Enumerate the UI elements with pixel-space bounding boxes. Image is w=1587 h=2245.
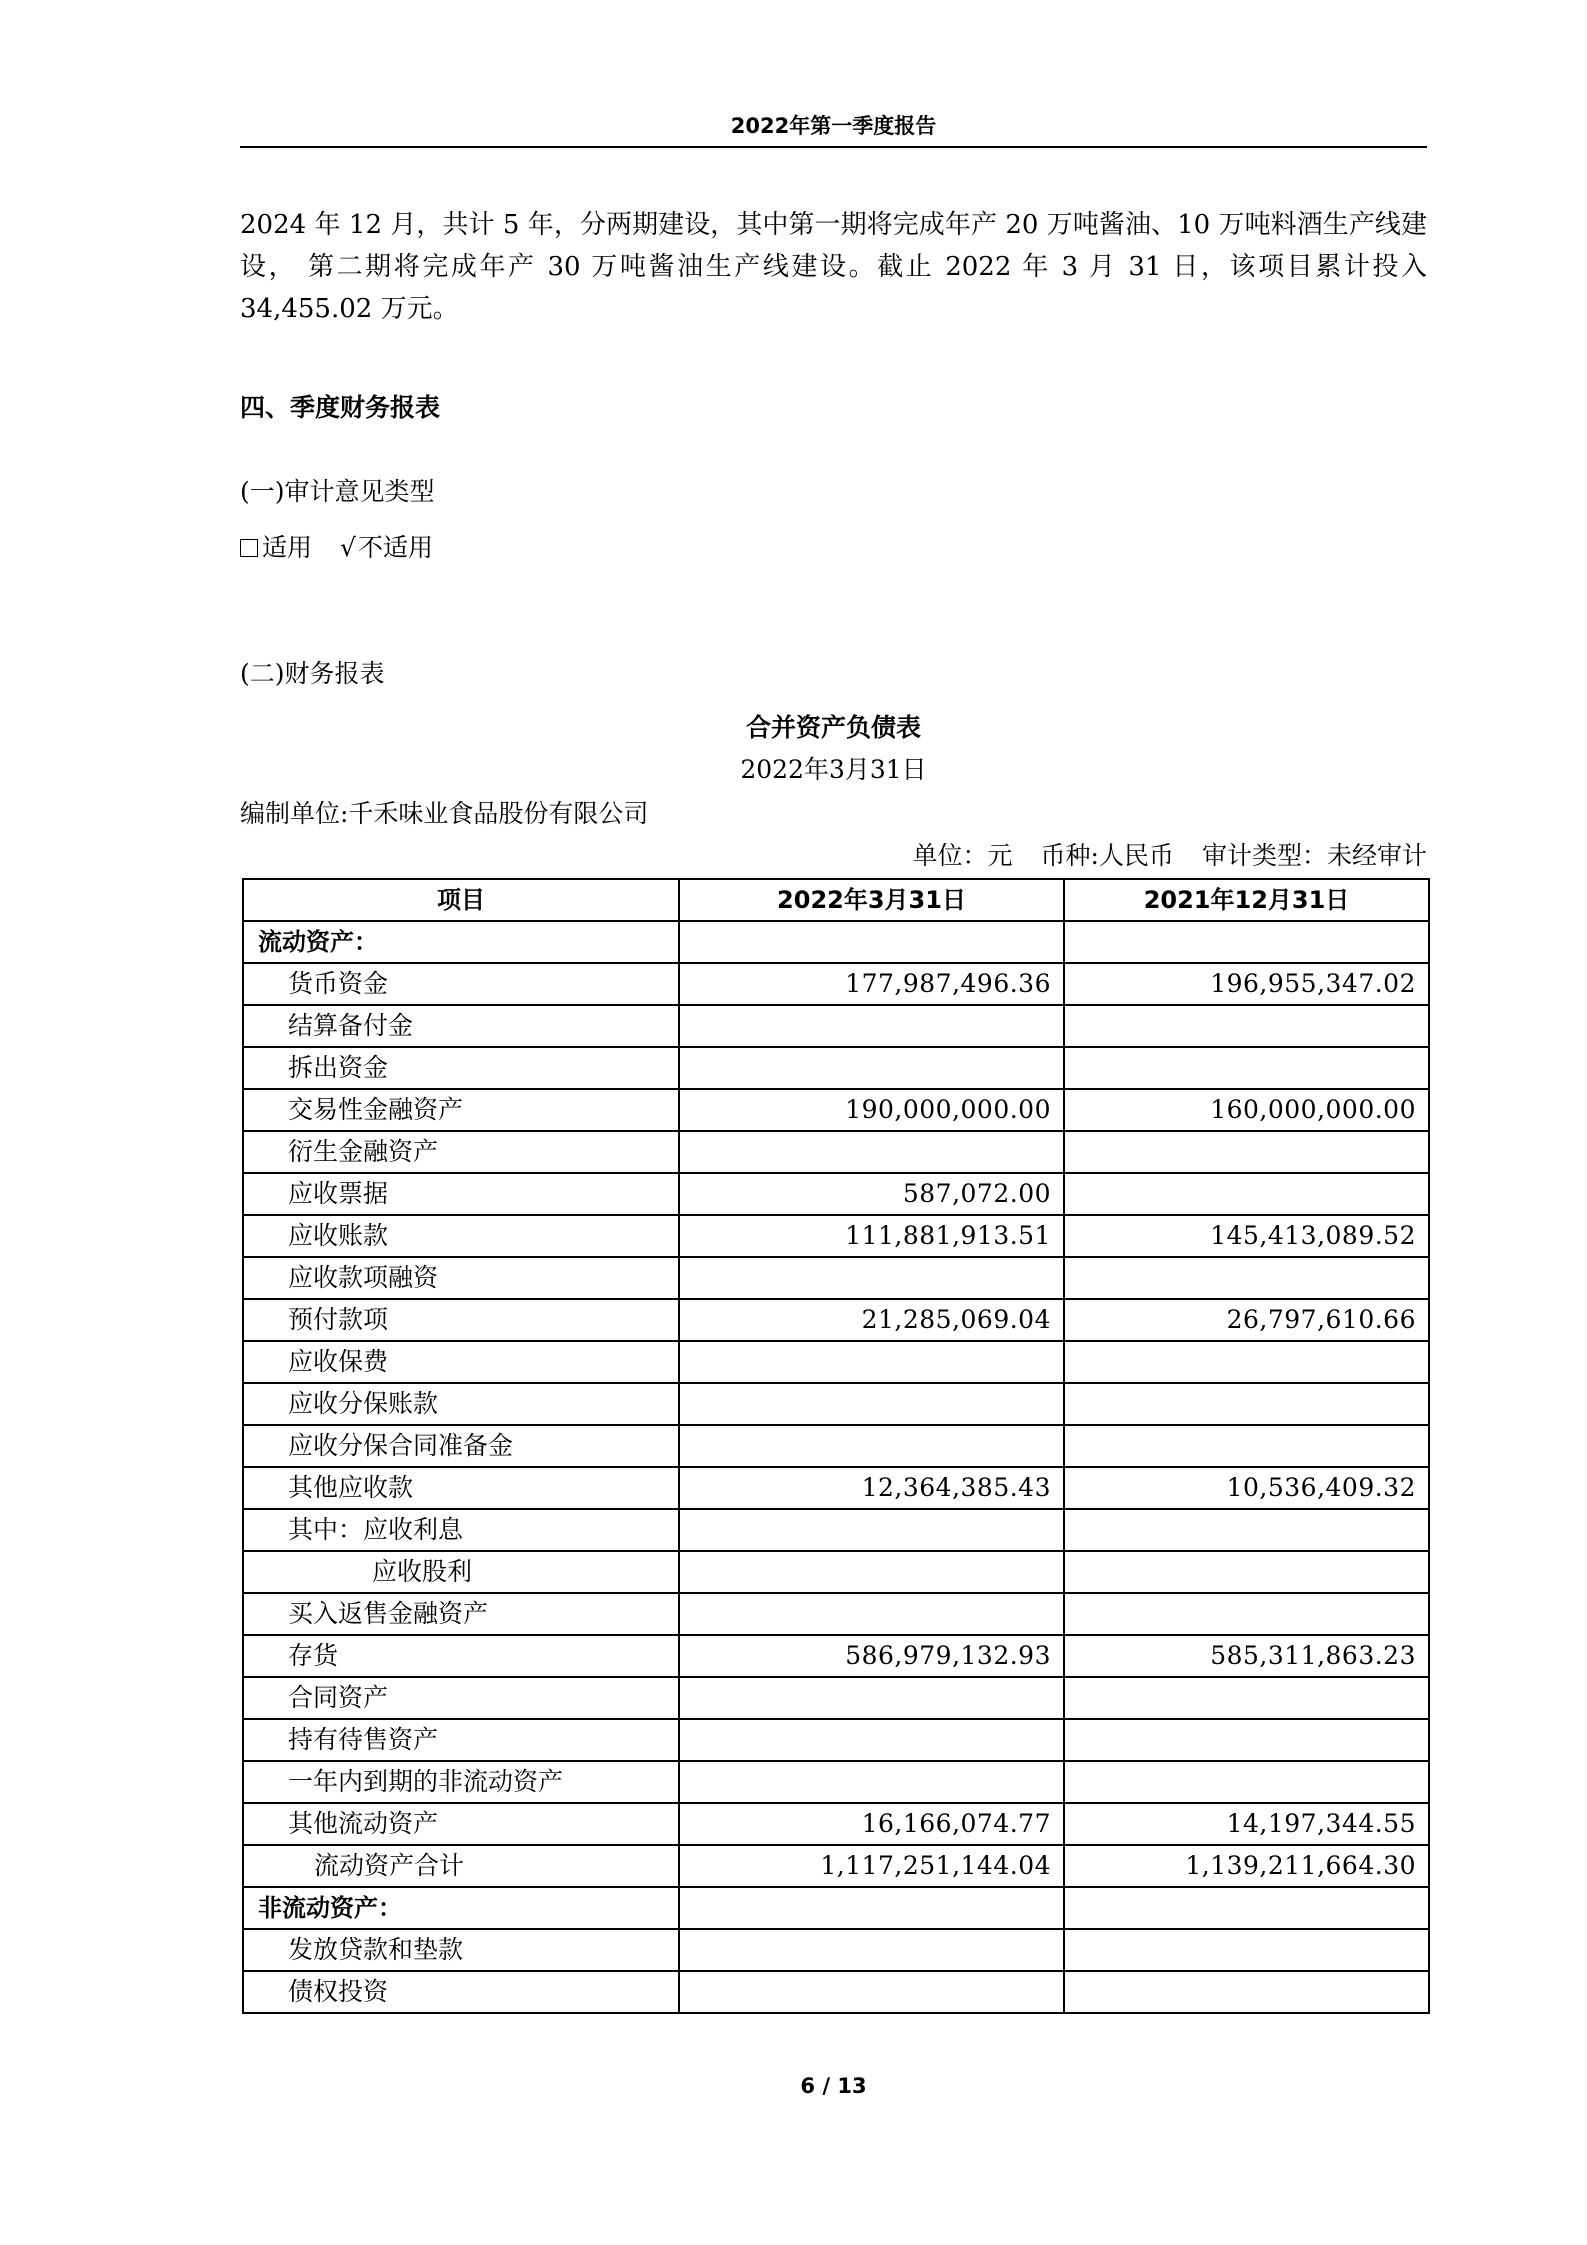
row-value-current	[679, 1761, 1064, 1803]
financial-statements-heading: (二)财务报表	[240, 659, 385, 688]
currency-label: 币种:人民币	[1040, 841, 1174, 870]
table-row	[243, 921, 1429, 963]
row-value-prior	[1064, 1929, 1429, 1971]
section-heading-financial-statements: 四、季度财务报表	[240, 393, 441, 422]
row-value-current	[679, 1509, 1064, 1551]
row-value-prior	[1064, 1425, 1429, 1467]
row-value-prior	[1064, 1131, 1429, 1173]
row-value-current: 21,285,069.04	[679, 1299, 1064, 1341]
row-item-label: 货币资金	[243, 963, 679, 1005]
row-value-current	[679, 1929, 1064, 1971]
row-item-label: 应收股利	[243, 1551, 679, 1593]
table-row	[243, 1887, 1429, 1929]
row-item-label: 拆出资金	[243, 1047, 679, 1089]
balance-sheet-date: 2022年3月31日	[740, 755, 927, 784]
row-item-label: 结算备付金	[243, 1005, 679, 1047]
row-item-label: 流动资产：	[243, 921, 679, 963]
table-row	[243, 1803, 1429, 1845]
audit-opinion-options	[240, 530, 433, 566]
row-value-prior	[1064, 1383, 1429, 1425]
table-row	[243, 1509, 1429, 1551]
row-value-prior: 10,536,409.32	[1064, 1467, 1429, 1509]
row-item-label: 应收票据	[243, 1173, 679, 1215]
row-value-prior: 145,413,089.52	[1064, 1215, 1429, 1257]
row-value-prior	[1064, 1509, 1429, 1551]
row-value-current: 587,072.00	[679, 1173, 1064, 1215]
row-value-prior: 196,955,347.02	[1064, 963, 1429, 1005]
row-value-current	[679, 1341, 1064, 1383]
row-value-current: 190,000,000.00	[679, 1089, 1064, 1131]
row-item-label: 其中：应收利息	[243, 1509, 679, 1551]
row-item-label: 预付款项	[243, 1299, 679, 1341]
row-value-prior	[1064, 1551, 1429, 1593]
row-item-label: 应收分保账款	[243, 1383, 679, 1425]
project-investment-paragraph: 2024 年 12 月，共计 5 年，分两期建设，其中第一期将完成年产 20 万吨酱油、10 万吨料酒生产线建设， 第二期将完成年产 30 万吨酱油生产线建设。截止 2022 年 3 月 31 日，该项目累计投入 34,455.02 万元。	[240, 210, 1427, 324]
row-value-prior	[1064, 1341, 1429, 1383]
not-applicable-label: 不适用	[357, 533, 433, 562]
row-value-current: 1,117,251,144.04	[679, 1845, 1064, 1887]
row-item-label: 持有待售资产	[243, 1719, 679, 1761]
row-item-label: 买入返售金融资产	[243, 1593, 679, 1635]
row-item-label: 合同资产	[243, 1677, 679, 1719]
table-row	[243, 1761, 1429, 1803]
table-row	[243, 1425, 1429, 1467]
row-value-prior	[1064, 1257, 1429, 1299]
row-value-current	[679, 1257, 1064, 1299]
row-item-label: 应收保费	[243, 1341, 679, 1383]
table-row	[243, 1131, 1429, 1173]
row-value-prior: 585,311,863.23	[1064, 1635, 1429, 1677]
column-header-prior-period: 2021年12月31日	[1064, 879, 1429, 921]
row-value-current: 12,364,385.43	[679, 1467, 1064, 1509]
audit-opinion-heading: (一)审计意见类型	[240, 477, 435, 506]
table-row	[243, 1341, 1429, 1383]
header-divider	[240, 146, 1427, 148]
row-value-current	[679, 1047, 1064, 1089]
applicable-label: 适用	[262, 533, 313, 562]
row-item-label: 非流动资产：	[243, 1887, 679, 1929]
row-value-prior: 14,197,344.55	[1064, 1803, 1429, 1845]
unchecked-box-icon	[240, 539, 258, 557]
row-value-prior	[1064, 1719, 1429, 1761]
row-value-current: 16,166,074.77	[679, 1803, 1064, 1845]
row-value-current	[679, 1551, 1064, 1593]
unit-currency-audit-line	[240, 838, 1427, 874]
table-row	[243, 1173, 1429, 1215]
column-header-item: 项目	[243, 879, 679, 921]
table-row	[243, 1593, 1429, 1635]
row-item-label: 应收账款	[243, 1215, 679, 1257]
row-item-label: 存货	[243, 1635, 679, 1677]
row-value-prior: 160,000,000.00	[1064, 1089, 1429, 1131]
row-value-current: 111,881,913.51	[679, 1215, 1064, 1257]
row-value-current	[679, 921, 1064, 963]
report-header-title: 2022年第一季度报告	[730, 114, 937, 138]
compiling-entity: 编制单位:千禾味业食品股份有限公司	[240, 799, 649, 828]
row-item-label: 其他流动资产	[243, 1803, 679, 1845]
table-row	[243, 1929, 1429, 1971]
row-value-prior	[1064, 1047, 1429, 1089]
table-row	[243, 1089, 1429, 1131]
table-row	[243, 1845, 1429, 1887]
column-header-current-period: 2022年3月31日	[679, 879, 1064, 921]
check-mark-icon: √	[340, 533, 356, 562]
row-item-label: 衍生金融资产	[243, 1131, 679, 1173]
table-row	[243, 1677, 1429, 1719]
table-row	[243, 1635, 1429, 1677]
row-value-prior	[1064, 1887, 1429, 1929]
row-item-label: 应收款项融资	[243, 1257, 679, 1299]
table-row	[243, 1047, 1429, 1089]
table-row	[243, 1467, 1429, 1509]
row-value-prior	[1064, 1761, 1429, 1803]
row-item-label: 流动资产合计	[243, 1845, 679, 1887]
row-value-prior	[1064, 1677, 1429, 1719]
row-value-current	[679, 1131, 1064, 1173]
row-value-current	[679, 1383, 1064, 1425]
row-value-prior: 26,797,610.66	[1064, 1299, 1429, 1341]
row-value-current	[679, 1971, 1064, 2013]
row-item-label: 应收分保合同准备金	[243, 1425, 679, 1467]
table-row	[243, 963, 1429, 1005]
table-header-row	[243, 879, 1429, 921]
table-row	[243, 1719, 1429, 1761]
balance-sheet-title: 合并资产负债表	[745, 713, 921, 742]
row-item-label: 发放贷款和垫款	[243, 1929, 679, 1971]
row-item-label: 债权投资	[243, 1971, 679, 2013]
row-item-label: 交易性金融资产	[243, 1089, 679, 1131]
table-row	[243, 1299, 1429, 1341]
balance-sheet-table	[242, 878, 1430, 2014]
row-value-current: 177,987,496.36	[679, 963, 1064, 1005]
row-value-current	[679, 1425, 1064, 1467]
row-value-prior	[1064, 1971, 1429, 2013]
row-value-prior	[1064, 1173, 1429, 1215]
table-row	[243, 1005, 1429, 1047]
unit-label: 单位：元	[912, 841, 1013, 870]
page-number: 6 / 13	[800, 2074, 867, 2098]
row-value-prior: 1,139,211,664.30	[1064, 1845, 1429, 1887]
row-value-prior	[1064, 1593, 1429, 1635]
row-value-current: 586,979,132.93	[679, 1635, 1064, 1677]
table-row	[243, 1257, 1429, 1299]
row-value-current	[679, 1005, 1064, 1047]
table-row	[243, 1383, 1429, 1425]
row-value-current	[679, 1719, 1064, 1761]
table-row	[243, 1215, 1429, 1257]
row-value-current	[679, 1887, 1064, 1929]
table-row	[243, 1971, 1429, 2013]
audit-type-label: 审计类型：未经审计	[1201, 841, 1427, 870]
row-value-prior	[1064, 1005, 1429, 1047]
row-value-prior	[1064, 921, 1429, 963]
row-value-current	[679, 1677, 1064, 1719]
table-row	[243, 1551, 1429, 1593]
row-value-current	[679, 1593, 1064, 1635]
row-item-label: 其他应收款	[243, 1467, 679, 1509]
row-item-label: 一年内到期的非流动资产	[243, 1761, 679, 1803]
